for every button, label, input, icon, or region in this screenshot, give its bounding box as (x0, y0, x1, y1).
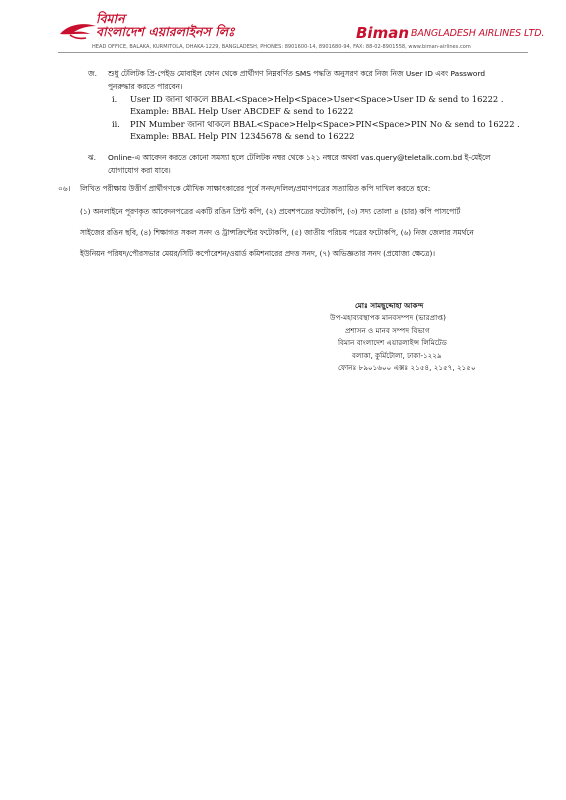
head-office-address: HEAD OFFICE, BALAKA, KURMITOLA, DHAKA-1229, BANGLADESH, PHONES: 8901600-14, 8901680-94, FAX: 88-02-8901558, www.biman-airlines.com (92, 44, 471, 50)
biman-logo-icon (58, 20, 98, 42)
signatory-organization: বিমান বাংলাদেশ এয়ারলাইন্স লিমিটেড (338, 338, 447, 347)
letterhead (0, 0, 566, 62)
section-06-marker: ০৬। (58, 184, 71, 193)
item-jo-marker: জ. (88, 69, 97, 78)
signatory-phone: ফোনঃ ৮৯০১৬০০ এক্সঃ ২১৫৪, ২১৫৭, ২১৫০ (338, 363, 476, 372)
brand-name-english: BANGLADESH AIRLINES LTD. (411, 28, 545, 39)
brand-bn-line1: বিমান (96, 11, 125, 26)
section-06-line3: ইউনিয়ন পরিষদ/পৌরসভার মেয়র/সিটি কর্পোরেশন/ওয়ার্ড কমিশনারের প্রদত্ত সনদ, (৭) অভিজ্ঞতার সনদ (প্রযোজ্য ক্ষেত্রে)। (80, 249, 435, 258)
item-jho-line1: Online-এ আবেদন করতে কোনো সমস্যা হলে টেলিটক নম্বর থেকে ১২১ নম্বরে অথবা vas.query@teletalk.com.bd ই-মেইলে (108, 153, 491, 162)
item-jho-line2: যোগাযোগ করা যাবে। (108, 166, 171, 175)
signatory-name: মোঃ সামছুদ্দোহা আকন্দ (355, 301, 424, 310)
item-jo-line1: শুধু টেলিটক প্রি-পেইড মোবাইল ফোন থেকে প্রার্থীগণ নিম্নবর্ণিত SMS পদ্ধতি অনুসরণ করে নিজ নিজ User ID এবং Password (108, 69, 486, 78)
section-06-heading: লিখিত পরীক্ষায় উত্তীর্ণ প্রার্থীগণকে মৌখিক সাক্ষাৎকারের পূর্বে সনদ/দলিল/প্রমাণপত্রের সত্যায়িত কপি দাখিল করতে হবে: (80, 184, 431, 193)
section-06-line1: (১) অনলাইনে পূরণকৃত আবেদনপত্রের একটি রঙিন প্রিন্ট কপি, (২) প্রবেশপত্রের ফটোকপি, (৩) সদ্য তোলা ৪ (চার) কপি পাসপোর্ট (80, 207, 461, 216)
sub-item-i-line2: Example: BBAL Help User ABCDEF & send to 16222 (130, 106, 354, 116)
brand-name-bangla (96, 12, 235, 38)
sub-item-i-line1: User ID জানা থাকলে BBAL<Space>Help<Space>User<Space>User ID & send to 16222 . (130, 94, 504, 104)
brand-bn-line2: বাংলাদেশ এয়ারলাইনস লিঃ (96, 24, 235, 39)
section-06-line2: সাইজের রঙিন ছবি, (৪) শিক্ষাগত সকল সনদ ও ট্রান্সক্রিপ্টের ফটোকপি, (৫) জাতীয় পরিচয় পত্রের ফটোকপি, (৬) নিজ জেলার সমর্থনে (80, 228, 474, 237)
item-jho-marker: ঝ. (88, 153, 96, 162)
sub-item-i-marker: i. (112, 94, 118, 104)
signatory-address: বলাকা, কুর্মিটোলা, ঢাকা-১২২৯ (352, 351, 442, 360)
signatory-department: প্রশাসন ও মানব সম্পদ বিভাগ (345, 326, 430, 335)
sub-item-ii-marker: ii. (112, 119, 120, 129)
sub-item-ii-line1: PIN Mumber জানা থাকলে BBAL<Space>Help<Space>PIN<Space>PIN No & send to 16222 . (130, 119, 520, 129)
letterhead-divider (58, 52, 528, 53)
brand-name-biman: Biman (356, 24, 410, 42)
item-jo-line2: পুনরুদ্ধার করতে পারবেন। (108, 82, 183, 91)
signatory-designation: উপ-মহাব্যবস্থাপক মানবসম্পদ (ভারপ্রাপ্ত) (330, 313, 446, 322)
sub-item-ii-line2: Example: BBAL Help PIN 12345678 & send to 16222 (130, 131, 355, 141)
